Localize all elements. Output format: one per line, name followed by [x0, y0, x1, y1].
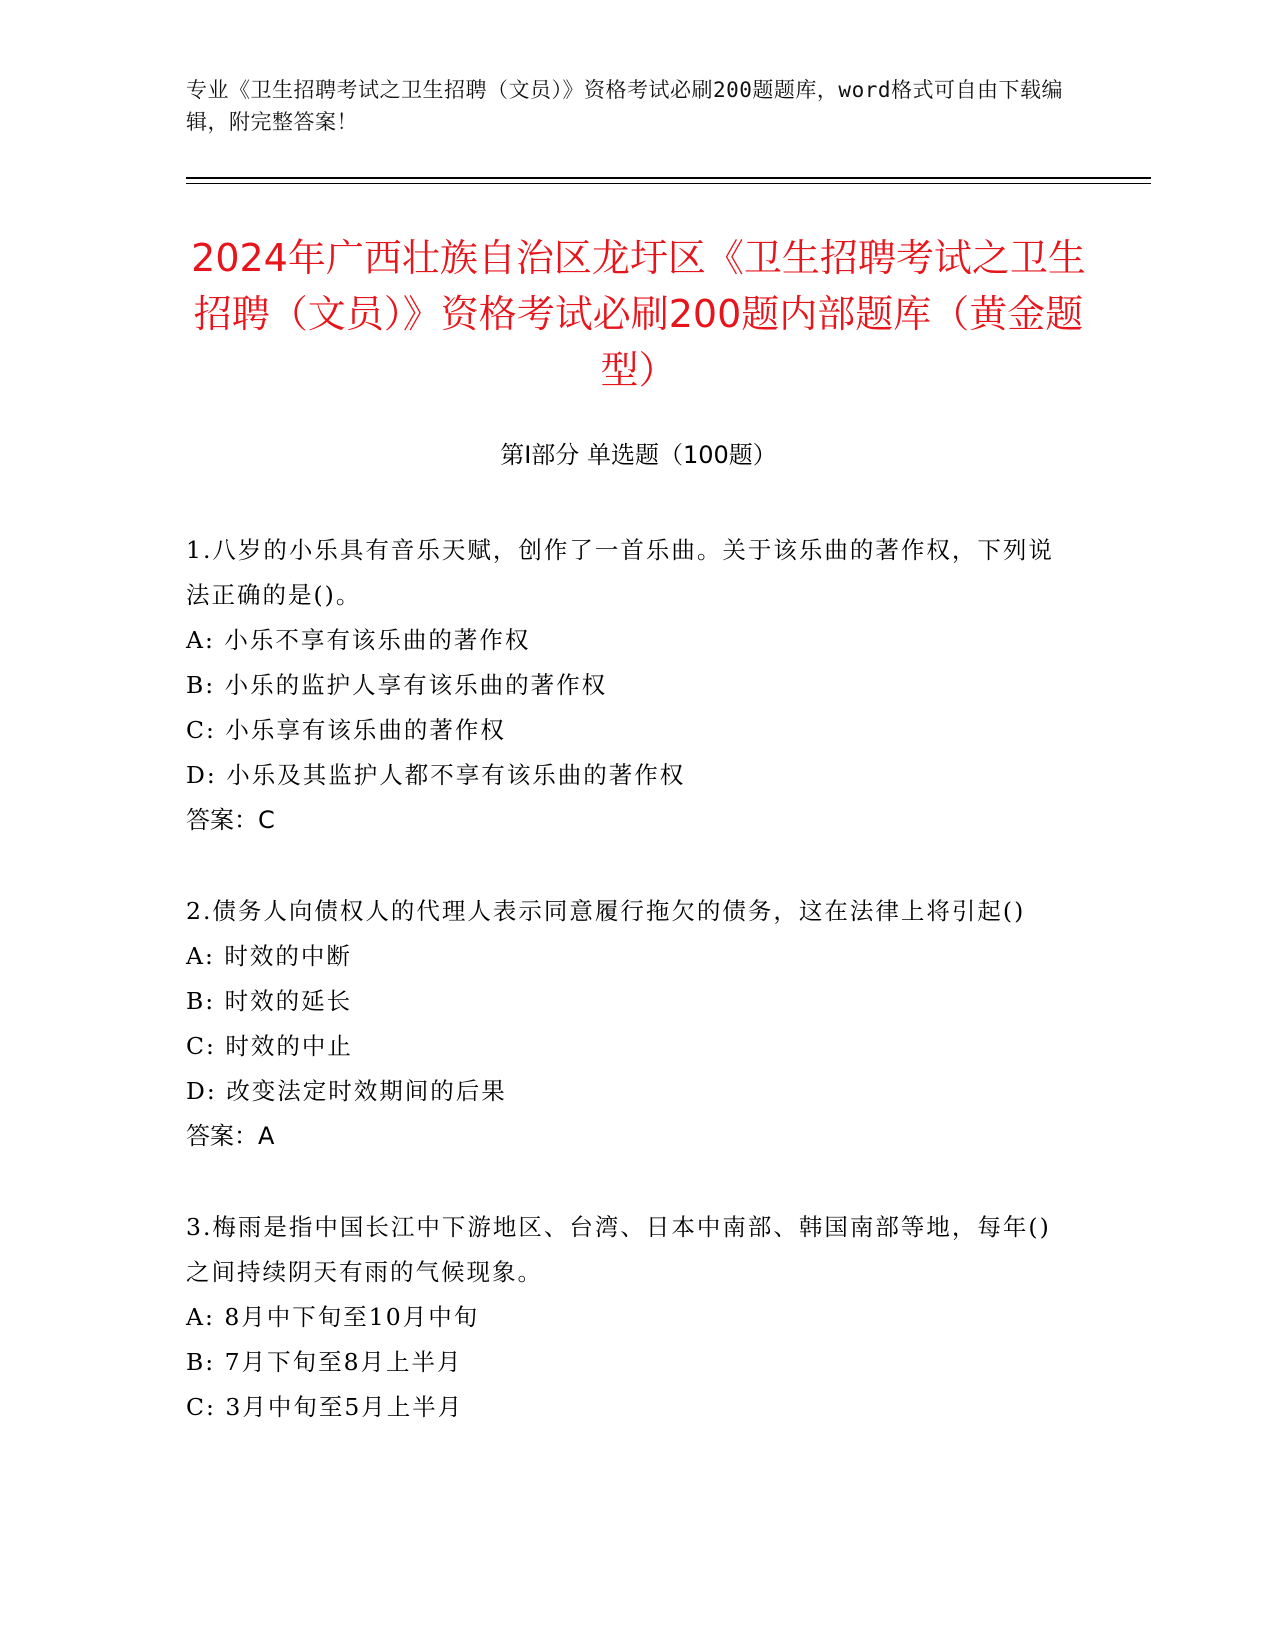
- document-title: 2024年广西壮族自治区龙圩区《卫生招聘考试之卫生招聘（文员）》资格考试必刷200题内部题库（黄金题型）: [191, 236, 1086, 392]
- option-a: A: 时效的中断: [186, 942, 352, 970]
- question-3: [186, 1205, 1066, 1430]
- option-d: D: 小乐及其监护人都不享有该乐曲的著作权: [186, 761, 686, 789]
- question-2: [186, 889, 1066, 1159]
- option-a: A: 8月中下旬至10月中旬: [186, 1303, 480, 1331]
- option-c: C: 小乐享有该乐曲的著作权: [186, 716, 506, 744]
- option-b: B: 7月下旬至8月上半月: [186, 1348, 463, 1376]
- option-b: B: 小乐的监护人享有该乐曲的著作权: [186, 671, 608, 699]
- header-rule-thick: [186, 177, 1151, 179]
- option-c: C: 3月中旬至5月上半月: [186, 1393, 464, 1421]
- question-stem: 3.梅雨是指中国长江中下游地区、台湾、日本中南部、韩国南部等地，每年()之间持续阴天有雨的气候现象。: [186, 1213, 1051, 1286]
- question-stem: 1.八岁的小乐具有音乐天赋，创作了一首乐曲。关于该乐曲的著作权，下列说法正确的是()。: [186, 536, 1054, 609]
- question-1: [186, 528, 1066, 843]
- option-c: C: 时效的中止: [186, 1032, 353, 1060]
- option-a: A: 小乐不享有该乐曲的著作权: [186, 626, 531, 654]
- header-note: 专业《卫生招聘考试之卫生招聘（文员）》资格考试必刷200题题库，word格式可自由下载编辑，附完整答案！: [186, 78, 1063, 134]
- option-b: B: 时效的延长: [186, 987, 353, 1015]
- question-list: [186, 528, 1066, 1476]
- option-d: D: 改变法定时效期间的后果: [186, 1077, 507, 1105]
- header-rule-thin: [186, 183, 1151, 184]
- section-title: 第Ⅰ部分 单选题（100题）: [500, 441, 777, 469]
- answer: 答案：A: [186, 1122, 275, 1150]
- answer: 答案：C: [186, 806, 275, 834]
- question-stem: 2.债务人向债权人的代理人表示同意履行拖欠的债务，这在法律上将引起(): [186, 897, 1026, 925]
